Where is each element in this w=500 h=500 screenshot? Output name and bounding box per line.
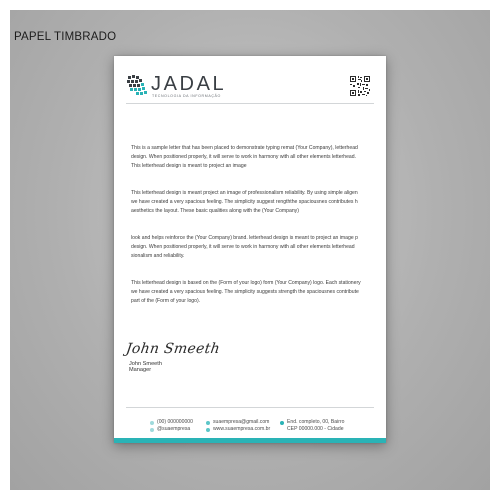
letter-paragraph-4 (131, 279, 371, 306)
footer-cep (280, 426, 344, 433)
letter-line: part of the (Form of your logo). (131, 298, 201, 304)
email-icon (206, 421, 210, 425)
brand-name: JADAL (151, 73, 227, 95)
letter-line: design. When positioned properly, it will serve to work in harmony with all other elements letterhead. (131, 154, 356, 160)
letter-line: we have created a very spacious feeling. The simplicity suggest rengththe spaciousnes contributes h (131, 199, 358, 205)
footer-divider (126, 407, 374, 408)
letter-line: sionalism and reliability. (131, 253, 185, 259)
footer-column-2 (206, 419, 270, 433)
letterhead-header (126, 72, 376, 102)
signer-name: John Smeeth (129, 361, 162, 367)
letterhead-sheet (114, 56, 386, 443)
letter-paragraph-3 (131, 234, 371, 261)
globe-icon (206, 428, 210, 432)
accent-bar (114, 438, 386, 443)
social-icon (150, 428, 154, 432)
footer-email-text: suaempresa@gmail.com (213, 419, 270, 425)
footer-address (280, 419, 344, 426)
footer-column-3 (280, 419, 344, 433)
footer-social (150, 426, 193, 433)
footer-address-text: End. completo, 00, Bairro (287, 419, 345, 425)
footer-column-1 (150, 419, 193, 433)
header-divider (126, 103, 374, 104)
letter-line: look and helps reinforce the (Your Company) brand. letterhead design is meant to project an image p (131, 235, 358, 241)
footer-phone-text: (00) 000000000 (157, 419, 193, 425)
footer-phone (150, 419, 193, 426)
qr-code-icon (349, 75, 371, 97)
footer-website (206, 426, 270, 433)
letter-line: we have created a very spacious feeling. The simplicity suggests strength the spaciousnes contribute (131, 289, 359, 295)
letter-line: This is a sample letter that has been placed to demonstrate typing remat (Your Company), letterhead (131, 145, 358, 151)
handwritten-signature: John Smeeth (124, 341, 222, 357)
brand-tagline: TECNOLOGIA DA INFORMAÇÃO (152, 94, 221, 98)
footer-website-text: www.suaempresa.com.br (213, 426, 271, 433)
letter-line: This letterhead design is based on the (Form of your logo) form (Your Company) logo. Each stationery (131, 280, 361, 286)
letter-line: design. When positioned properly, it will serve to work in harmony with all other elements letterhead (131, 244, 355, 250)
footer-cep-text: CEP 00000.000 - Cidade (287, 426, 344, 433)
letter-line: This letterhead design is meant project an image of professionalism reliability. By using simple aligen (131, 190, 358, 196)
section-label: PAPEL TIMBRADO (14, 31, 117, 43)
footer-social-text: @suaempresa (157, 426, 191, 433)
signer-title: Manager (129, 367, 152, 374)
logo-mark-icon (126, 74, 148, 96)
signer-block (129, 361, 162, 373)
letter-line: This letterhead design is meant to project an image (131, 163, 247, 169)
location-icon (280, 421, 284, 425)
letter-paragraph-2 (131, 189, 371, 216)
phone-icon (150, 421, 154, 425)
letter-paragraph-1 (131, 144, 371, 171)
footer-email (206, 419, 270, 426)
letter-line: aesthetics the layout. These basic qualities along with the (Your Company) (131, 208, 299, 214)
